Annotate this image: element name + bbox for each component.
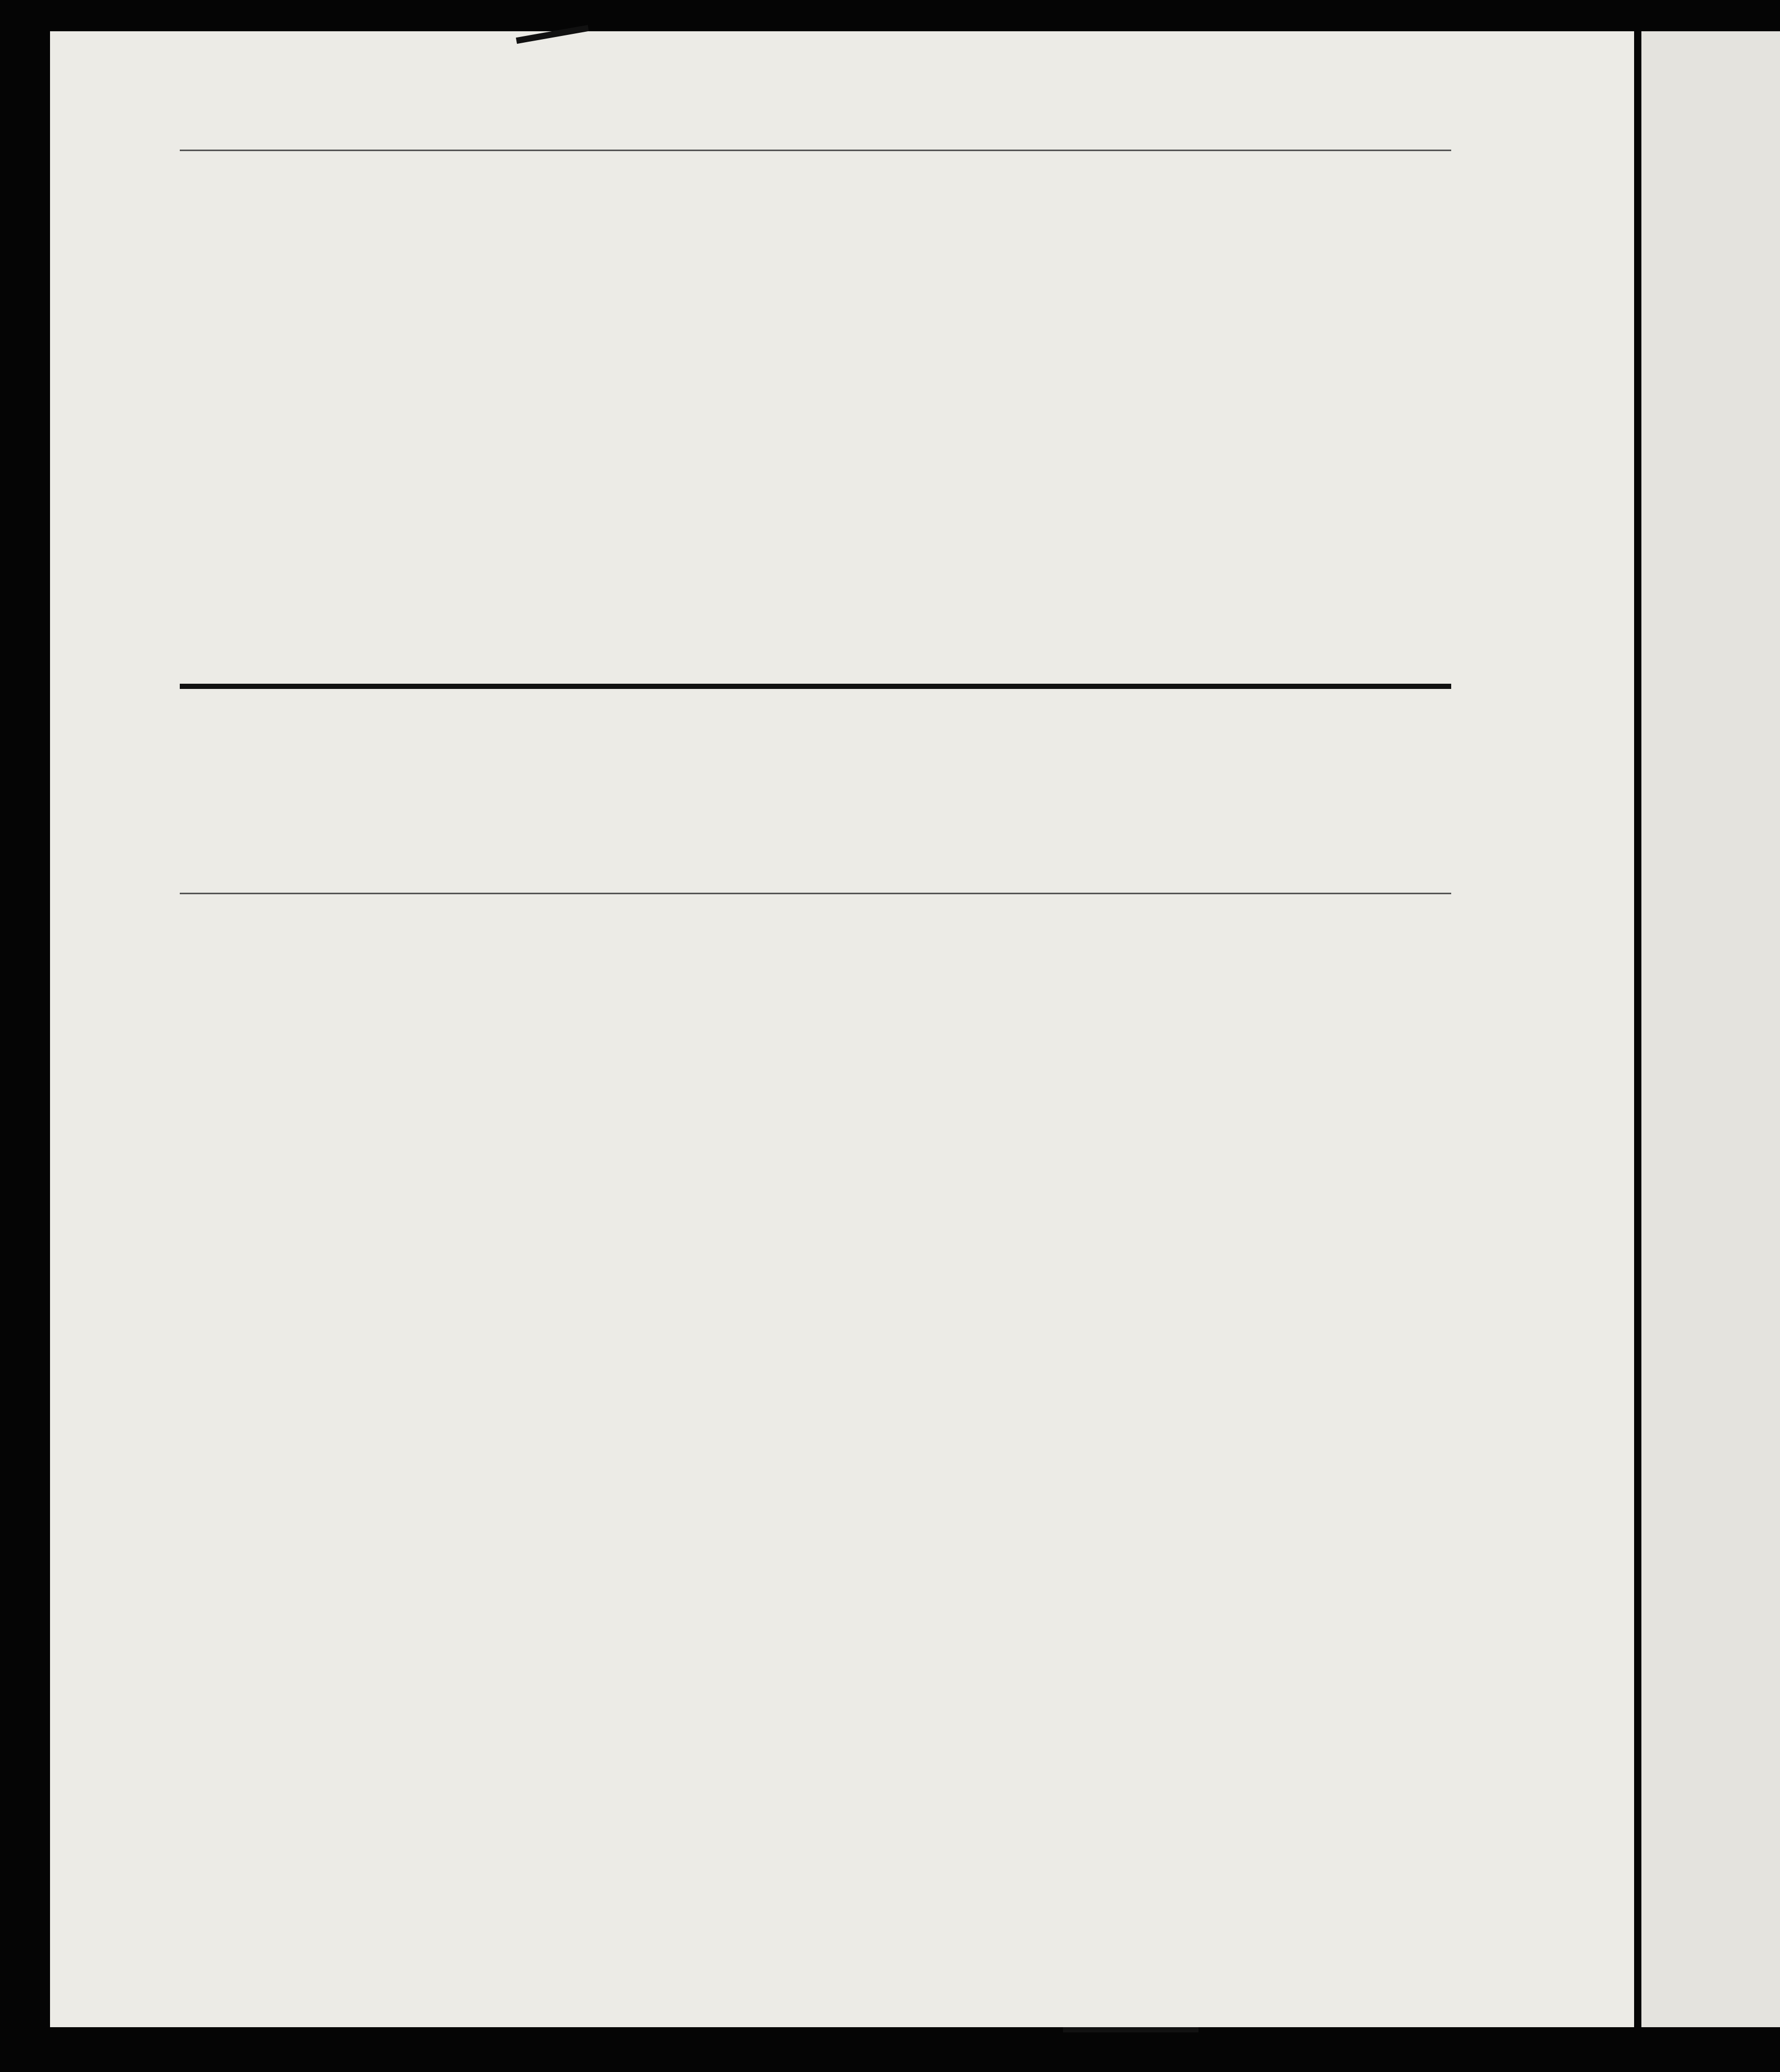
- printed-page: [50, 31, 1634, 2027]
- next-page-edge: [1641, 31, 1780, 2027]
- film-scratch: [1063, 2027, 1198, 2032]
- title-rule: [180, 893, 1451, 894]
- section-divider: [180, 684, 1451, 689]
- header-rule: [180, 150, 1451, 151]
- page-header: [138, 98, 1404, 129]
